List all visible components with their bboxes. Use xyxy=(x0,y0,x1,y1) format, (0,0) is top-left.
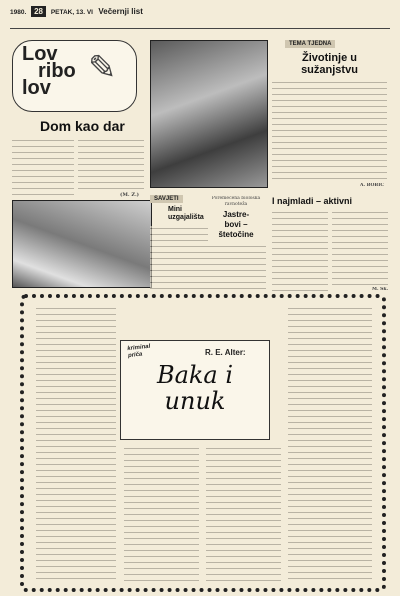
savjeti-title-line1: Mini xyxy=(168,206,182,213)
right-title: I najmladi – aktivni xyxy=(272,196,353,206)
story-title-line2: unuk xyxy=(164,387,226,415)
story-title xyxy=(122,362,268,414)
left-article-text xyxy=(12,138,74,196)
center-title xyxy=(206,210,266,240)
header-rule xyxy=(10,28,390,29)
kicker-line2: ravnoteža xyxy=(224,202,248,207)
fishing-photo xyxy=(12,200,152,288)
header-paper: Večernji list xyxy=(98,7,143,16)
story-author: R. E. Alter: xyxy=(205,348,246,357)
page-number: 28 xyxy=(31,6,46,17)
cage-photo xyxy=(150,40,268,188)
story-title-line1: Baka i xyxy=(156,361,234,389)
center-kicker xyxy=(206,196,266,208)
right-text-col1 xyxy=(272,210,328,292)
page-header xyxy=(10,6,390,26)
center-title-line1: Jastre- xyxy=(222,210,250,219)
center-text xyxy=(208,244,266,290)
top-right-text xyxy=(272,80,387,182)
header-date: PETAK, 13. VI xyxy=(50,9,93,16)
title-line2: sužanjstvu xyxy=(301,64,358,76)
savjeti-tag: SAVJETI xyxy=(150,195,183,203)
top-right-byline: A. BOBIĆ xyxy=(360,183,384,188)
left-article-caption: (M. Z.) xyxy=(120,192,140,198)
logo-line2: ribo xyxy=(38,60,76,82)
right-text-col2 xyxy=(332,210,388,288)
story-text-col3 xyxy=(206,446,281,582)
right-byline: M. Sk. xyxy=(372,287,389,292)
savjeti-title-line2: uzgajališta xyxy=(168,214,204,221)
logo-line3: lov xyxy=(22,77,51,99)
center-title-line3: štetočine xyxy=(218,230,254,239)
header-year: 1980. xyxy=(10,9,27,16)
center-title-line2: bovi – xyxy=(224,220,248,229)
title-line1: Životinje u xyxy=(302,52,357,64)
section-logo xyxy=(22,43,76,99)
left-article-title: Dom kao dar xyxy=(40,118,125,134)
savjeti-title xyxy=(168,206,204,222)
story-text-col1 xyxy=(36,306,116,582)
fisherman-illustration-icon: ✎ xyxy=(88,48,117,88)
logo-line1: Lov xyxy=(22,43,58,65)
left-article-text-col2 xyxy=(78,138,144,190)
story-text-col4 xyxy=(288,306,372,582)
series-logo-line2: priča xyxy=(127,351,143,360)
savjeti-text xyxy=(150,226,208,290)
series-logo-line1: kriminal xyxy=(127,343,151,353)
kicker-line1: Poremećena biološka xyxy=(211,196,261,201)
story-text-col2 xyxy=(124,446,199,582)
section-tag: TEMA TJEDNA xyxy=(285,40,335,48)
top-right-title xyxy=(272,52,387,76)
